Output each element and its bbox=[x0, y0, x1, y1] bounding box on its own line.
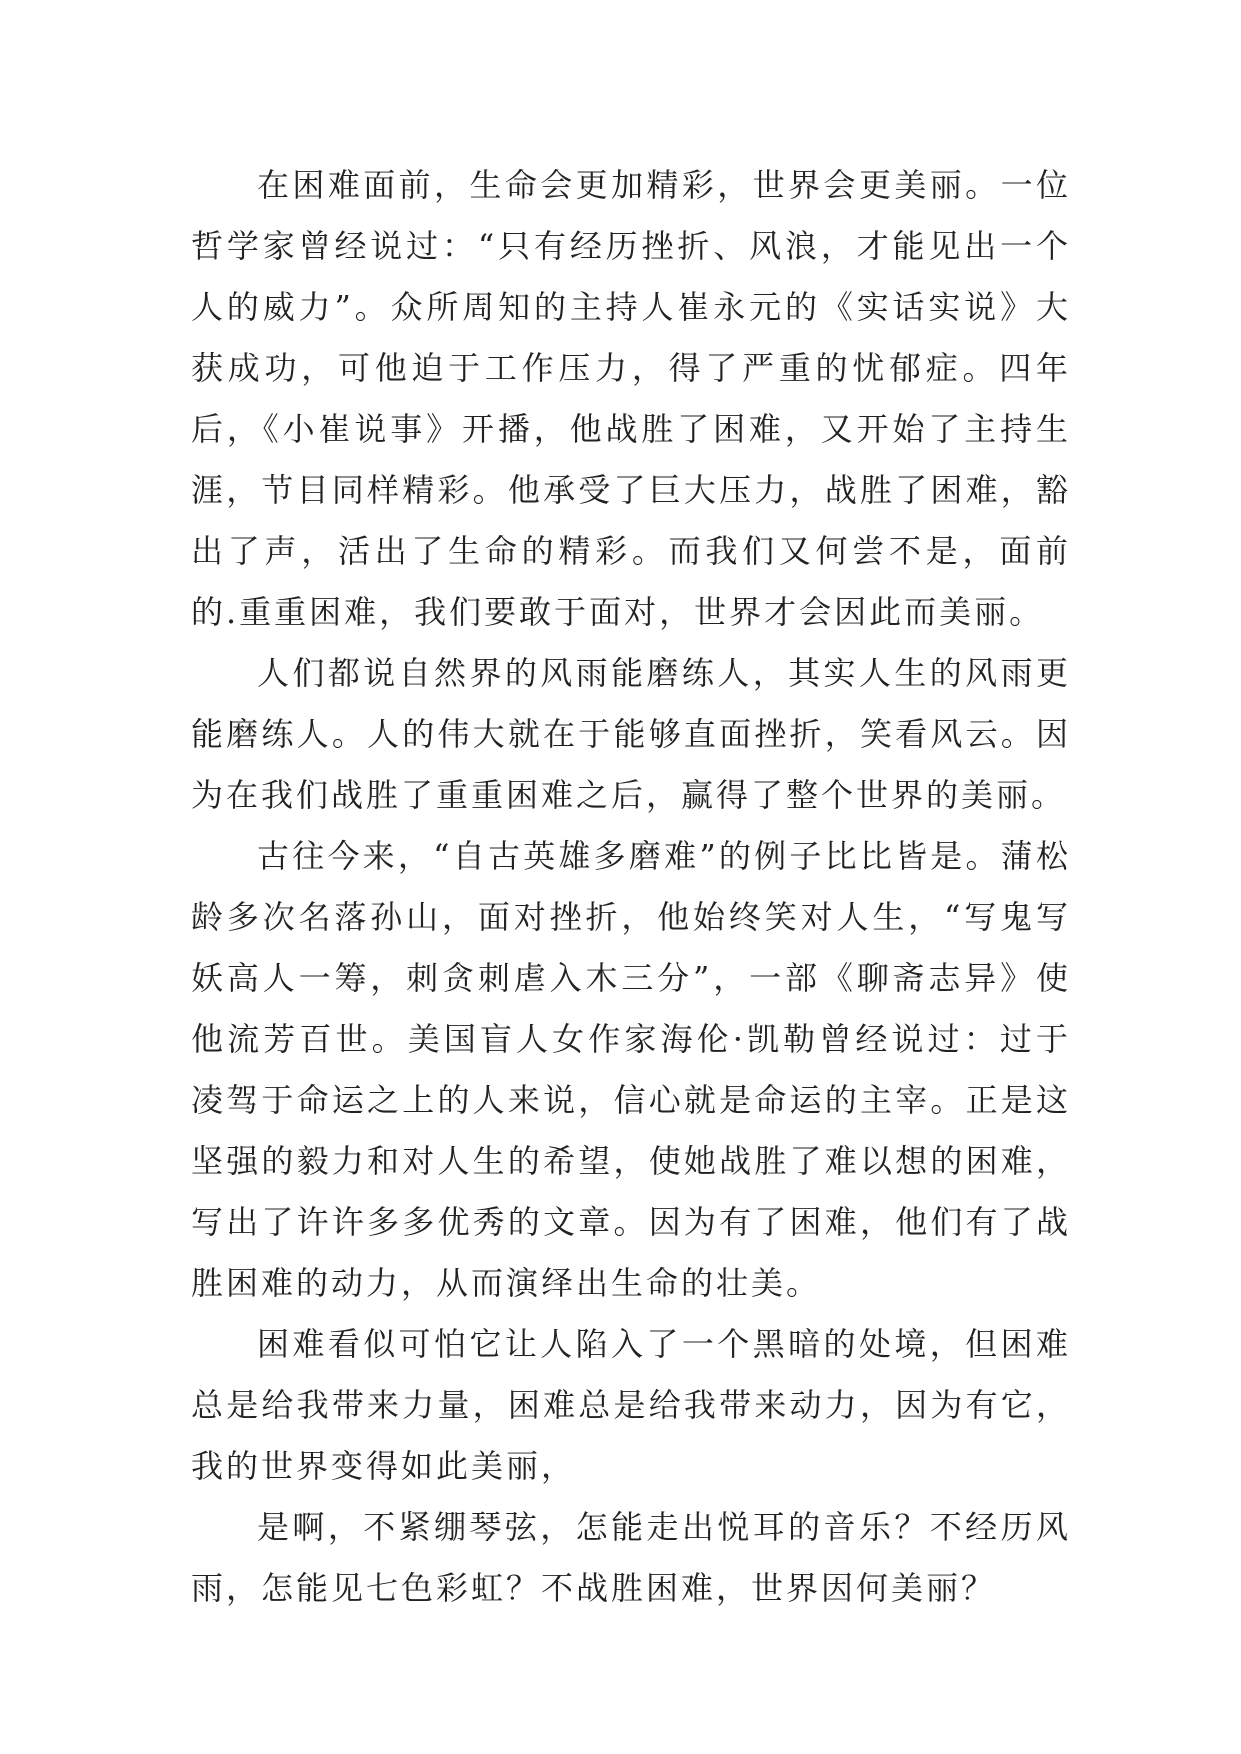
document-body bbox=[191, 155, 1071, 1619]
paragraph-4: 困难看似可怕它让人陷入了一个黑暗的处境，但困难总是给我带来力量，困难总是给我带来动力，因为有它，我的世界变得如此美丽， bbox=[191, 1325, 1071, 1485]
paragraph-5: 是啊，不紧绷琴弦，怎能走出悦耳的音乐？不经历风雨，怎能见七色彩虹？不战胜困难，世界因何美丽？ bbox=[191, 1508, 1071, 1607]
paragraph-2: 人们都说自然界的风雨能磨练人，其实人生的风雨更能磨练人。人的伟大就在于能够直面挫折，笑看风云。因为在我们战胜了重重困难之后，赢得了整个世界的美丽。 bbox=[191, 654, 1071, 814]
paragraph-3: 古往今来，“自古英雄多磨难”的例子比比皆是。蒲松龄多次名落孙山，面对挫折，他始终笑对人生，“写鬼写妖高人一筹，刺贪刺虐入木三分”，一部《聊斋志异》使他流芳百世。美国盲人女作家海伦·凯勒曾经说过：过于凌驾于命运之上的人来说，信心就是命运的主宰。正是这坚强的毅力和对人生的希望，使她战胜了难以想的困难，写出了许许多多优秀的文章。因为有了困难，他们有了战胜困难的动力，从而演绎出生命的壮美。 bbox=[191, 837, 1071, 1302]
paragraph-1: 在困难面前，生命会更加精彩，世界会更美丽。一位哲学家曾经说过：“只有经历挫折、风浪，才能见出一个人的威力”。众所周知的主持人崔永元的《实话实说》大获成功，可他迫于工作压力，得了严重的忧郁症。四年后，《小崔说事》开播，他战胜了困难，又开始了主持生涯，节目同样精彩。他承受了巨大压力，战胜了困难，豁出了声，活出了生命的精彩。而我们又何尝不是，面前的.重重困难，我们要敢于面对，世界才会因此而美丽。 bbox=[191, 166, 1071, 631]
